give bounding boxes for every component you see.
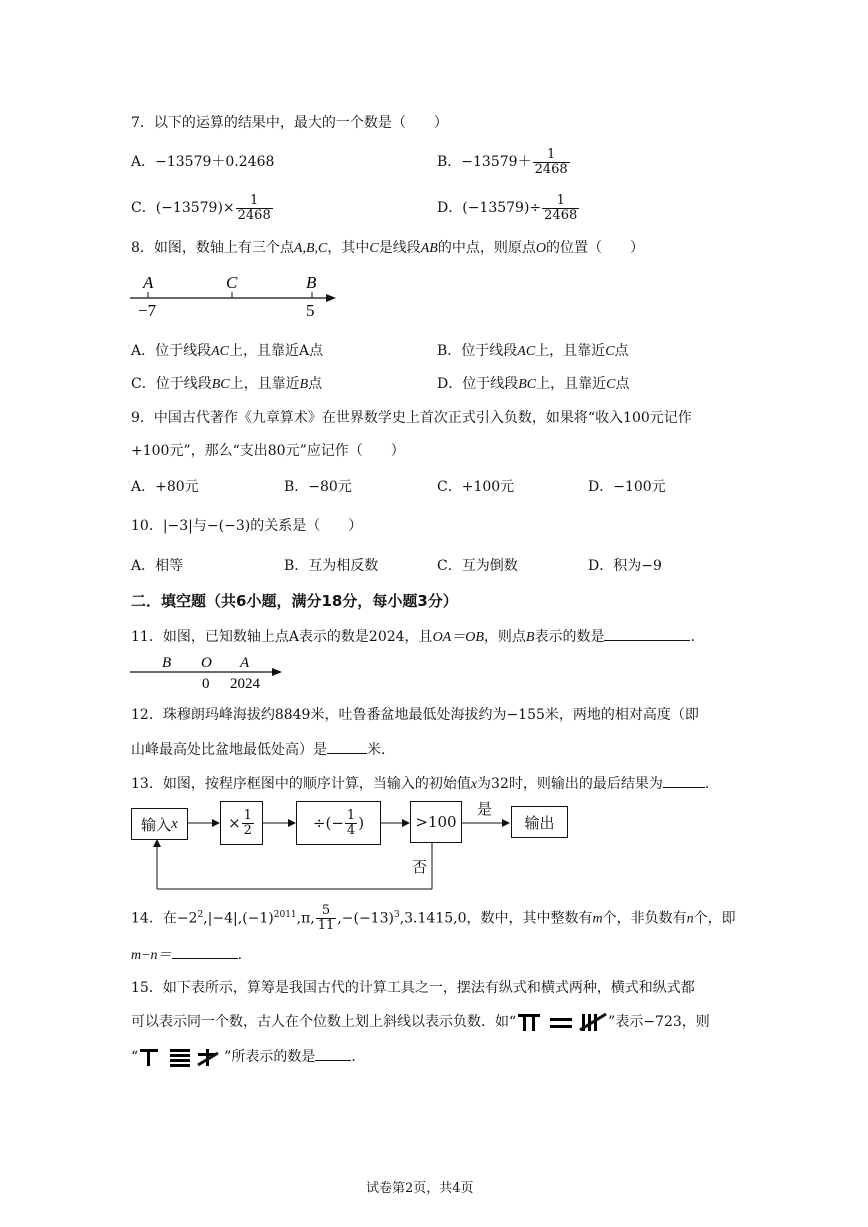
q12-line1: 12．珠穆朗玛峰海拔约8849米，吐鲁番盆地最低处海拔约为−155米，两地的相对高度（即	[131, 707, 699, 723]
q15-answer-blank[interactable]	[315, 1046, 351, 1061]
q8-option-d: D．位于线段BC上，且靠近C点	[437, 376, 630, 392]
q10-option-d: D．积为−9	[588, 558, 662, 574]
q13-answer-blank[interactable]	[663, 773, 705, 788]
q8-value-5: 5	[306, 301, 315, 320]
page-footer: 试卷第2页，共4页	[366, 1181, 474, 1196]
q9-line2: +100元”，那么“支出80元”应记作（ ）	[131, 443, 405, 459]
flow-divide-box: ÷(− $\frac{1}{4}$ )	[296, 801, 381, 845]
flow-multiply-box: × $\frac{1}{2}$	[220, 801, 263, 845]
q15-line2: 可以表示同一个数，古人在个位数上划上斜线以表示负数．如“ ”表示−723，则	[131, 1014, 710, 1030]
q8-stem: 8．如图，数轴上有三个点A,B,C，其中C是线段AB的中点，则原点O的位置（ ）	[131, 240, 644, 256]
q11-answer-blank[interactable]	[604, 626, 690, 641]
q11-label-a: A	[240, 655, 250, 671]
q10-option-c: C．互为倒数	[437, 558, 518, 574]
q9-option-c: C．+100元	[437, 479, 515, 495]
q14-answer-blank[interactable]	[172, 944, 238, 959]
q8-label-c: C	[226, 273, 238, 292]
q11-label-b: B	[162, 655, 172, 671]
q12-answer-blank[interactable]	[327, 739, 367, 754]
q7-option-c: C．(−13579)× $\frac{1}{2468}$	[131, 192, 271, 223]
q8-value-neg7: −7	[138, 301, 157, 320]
q8-option-a: A．位于线段AC上，且靠近A点	[131, 343, 324, 359]
q7-option-a: A．−13579＋0.2468	[131, 154, 275, 170]
q15-line1: 15．如下表所示，算筹是我国古代的计算工具之一，摆法有纵式和横式两种，横式和纵式都	[131, 980, 695, 996]
q11-value-0: 0	[202, 676, 210, 692]
q9-option-a: A．+80元	[131, 479, 199, 495]
q9-option-d: D．−100元	[588, 479, 666, 495]
q8-label-a: A	[143, 273, 154, 292]
q8-option-c: C．位于线段BC上，且靠近B点	[131, 376, 323, 392]
q7-option-d: D．(−13579)÷ $\frac{1}{2468}$	[437, 192, 578, 223]
q14-stem: 14．在$-2^2,|-4|,(-1)^{2011},\pi$, $\frac{5}{11}$ $,-(-13)^3,3.1415,0$，数中，其中整数有m个，非负数有n个，即	[131, 903, 736, 934]
flow-output-box: 输出	[511, 806, 568, 838]
q15-line3: “ ”所表示的数是 .	[131, 1046, 356, 1067]
flow-input-box: 输入 x	[131, 808, 188, 840]
q9-option-b: B．−80元	[284, 479, 352, 495]
q11-number-line	[126, 652, 296, 692]
flow-no-label: 否	[412, 858, 428, 876]
q11-stem: 11．如图，已知数轴上点A表示的数是2024，且OA＝OB，则点B表示的数是 .	[131, 626, 695, 647]
q14-line2: m−n＝ .	[131, 944, 242, 965]
q10-option-a: A．相等	[131, 558, 184, 574]
q7-option-b: B．−13579＋ $\frac{1}{2468}$	[437, 146, 568, 177]
flow-compare-box: >100	[410, 801, 462, 843]
q13-stem: 13．如图，按程序框图中的顺序计算，当输入的初始值x为32时，则输出的最后结果为 .	[131, 773, 709, 794]
section-title: 二．填空题（共6小题，满分18分，每小题3分）	[131, 592, 458, 610]
q8-number-line	[126, 270, 346, 322]
q8-option-b: B．位于线段AC上，且靠近C点	[437, 343, 629, 359]
q7-stem: 7．以下的运算的结果中，最大的一个数是（ ）	[131, 115, 448, 131]
q11-label-o: O	[201, 655, 212, 671]
q9-line1: 9．中国古代著作《九章算术》在世界数学史上首次正式引入负数，如果将“收入100元记作	[131, 410, 692, 426]
q10-stem: 10．|−3|与−(−3)的关系是（ ）	[131, 518, 363, 534]
flow-yes-label: 是	[477, 800, 493, 818]
q8-label-b: B	[306, 273, 317, 292]
counting-rods-example-icon	[516, 1012, 608, 1032]
counting-rods-question-icon	[138, 1047, 224, 1067]
q10-option-b: B．互为相反数	[284, 558, 379, 574]
q11-value-2024: 2024	[230, 676, 260, 692]
q12-line2: 山峰最高处比盆地最低处高）是 米.	[131, 739, 385, 759]
